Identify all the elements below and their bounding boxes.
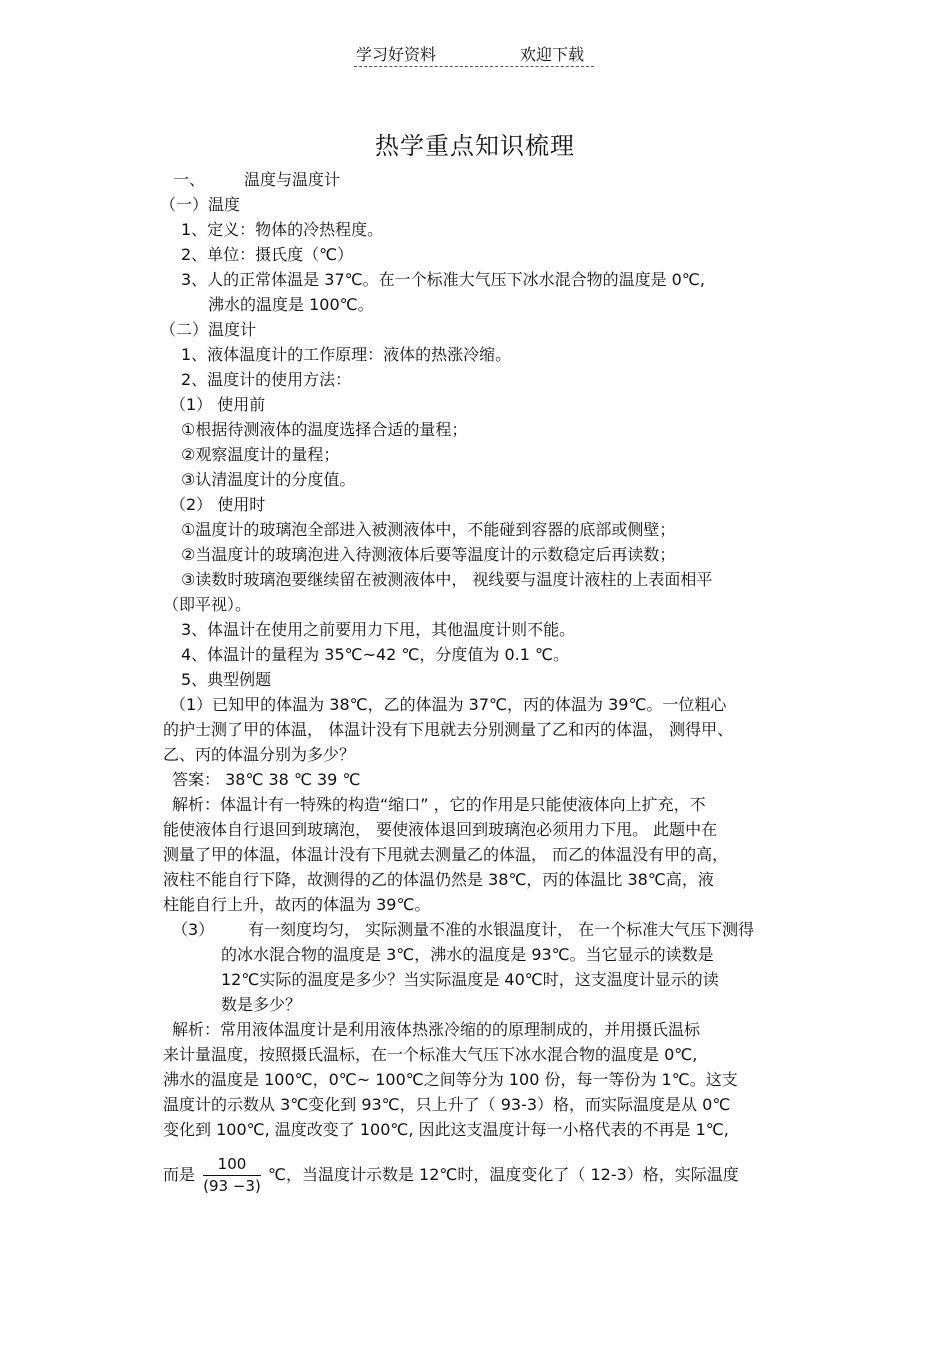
fraction-numerator: 100 xyxy=(217,1155,247,1173)
text-line: 2、温度计的使用方法： xyxy=(181,370,352,389)
header-left-text: 学习好资料 xyxy=(356,45,437,64)
text-line: 沸水的温度是 100℃。 xyxy=(208,295,374,314)
text-line: 5、典型例题 xyxy=(181,670,272,689)
subsection-heading: （二）温度计 xyxy=(160,320,257,339)
text-line: 有一刻度均匀， 实际测量不准的水银温度计， 在一个标准大气压下测得 xyxy=(248,920,755,939)
text-line: 3、体温计在使用之前要用力下甩，其他温度计则不能。 xyxy=(181,620,576,639)
text-line: 柱能自行上升，故丙的体温为 39℃。 xyxy=(163,895,431,914)
text-line: （即平视）。 xyxy=(163,595,252,614)
text-line: ①根据待测液体的温度选择合适的量程； xyxy=(181,420,468,439)
fraction-denominator: (93 −3) xyxy=(203,1177,261,1195)
text-line: （2） 使用时 xyxy=(170,495,266,514)
section-number: 一、 xyxy=(173,170,206,189)
text-line: 变化到 100℃, 温度改变了 100℃, 因此这支温度计每一小格代表的不再是 1℃, xyxy=(163,1120,729,1139)
text-line: 解析：常用液体温度计是利用液体热涨冷缩的的原理制成的，并用摄氏温标 xyxy=(172,1020,701,1039)
text-line: ②观察温度计的量程； xyxy=(181,445,340,464)
text-line: ③认清温度计的分度值。 xyxy=(181,470,356,489)
text-line: 的冰水混合物的温度是 3℃，沸水的温度是 93℃。当它显示的读数是 xyxy=(221,945,714,964)
text-line: 1、定义：物体的冷热程度。 xyxy=(181,220,384,239)
text-line: 的护士测了甲的体温， 体温计没有下甩就去分别测量了乙和丙的体温， 测得甲、 xyxy=(163,720,734,739)
header-right-text: 欢迎下载 xyxy=(520,45,585,64)
text-line: ℃，当温度计示数是 12℃时，温度变化了（ 12-3）格，实际温度 xyxy=(268,1165,739,1184)
answer-line: 答案： 38℃ 38 ℃ 39 ℃ xyxy=(172,770,361,789)
text-line: ③读数时玻璃泡要继续留在被测液体中， 视线要与温度计液柱的上表面相平 xyxy=(181,570,713,589)
text-line: 4、体温计的量程为 35℃~42 ℃，分度值为 0.1 ℃。 xyxy=(181,645,570,664)
text-line: 3、人的正常体温是 37℃。在一个标准大气压下冰水混合物的温度是 0℃, xyxy=(181,270,705,289)
text-line: 数是多少？ xyxy=(221,995,302,1014)
text-line: 沸水的温度是 100℃，0℃~ 100℃之间等分为 100 份，每一等份为 1℃。这支 xyxy=(163,1070,738,1089)
text-line: 能使液体自行退回到玻璃泡， 要使液体退回到玻璃泡必须用力下甩。 此题中在 xyxy=(163,820,718,839)
page-header xyxy=(354,42,594,67)
text-line: 温度计的示数从 3℃变化到 93℃，只上升了（ 93-3）格，而实际温度是从 0℃ xyxy=(163,1095,731,1114)
subsection-heading: （一）温度 xyxy=(160,195,241,214)
text-line: 2、单位：摄氏度（℃） xyxy=(181,245,354,264)
fraction xyxy=(199,1155,265,1197)
text-line: 12℃实际的温度是多少？当实际温度是 40℃时，这支温度计显示的读 xyxy=(221,970,719,989)
text-line: 乙、丙的体温分别为多少？ xyxy=(163,745,356,764)
text-line: （1）已知甲的体温为 38℃，乙的体温为 37℃，丙的体温为 39℃。一位粗心 xyxy=(170,695,727,714)
text-line: ①温度计的玻璃泡全部进入被测液体中，不能碰到容器的底部或侧壁； xyxy=(181,520,676,539)
document-title: 热学重点知识梳理 xyxy=(375,132,575,160)
text-line: 液柱不能自行下降，故测得的乙的体温仍然是 38℃，丙的体温比 38℃高，液 xyxy=(163,870,714,889)
problem-number: （3） xyxy=(172,920,215,939)
text-line: 解析：体温计有一特殊的构造“缩口” ，它的作用是只能使液体向上扩充，不 xyxy=(172,795,706,814)
text-line: 而是 xyxy=(163,1165,196,1184)
text-line: 1、液体温度计的工作原理：液体的热涨冷缩。 xyxy=(181,345,512,364)
text-line: 测量了甲的体温，体温计没有下甩就去测量乙的体温， 而乙的体温没有甲的高， xyxy=(163,845,729,864)
section-heading: 温度与温度计 xyxy=(244,170,341,189)
text-line: 来计量温度，按照摄氏温标，在一个标准大气压下冰水混合物的温度是 0℃, xyxy=(163,1045,698,1064)
text-line: （1） 使用前 xyxy=(170,395,266,414)
text-line: ②当温度计的玻璃泡进入待测液体后要等温度计的示数稳定后再读数； xyxy=(181,545,676,564)
fraction-bar xyxy=(203,1175,261,1176)
